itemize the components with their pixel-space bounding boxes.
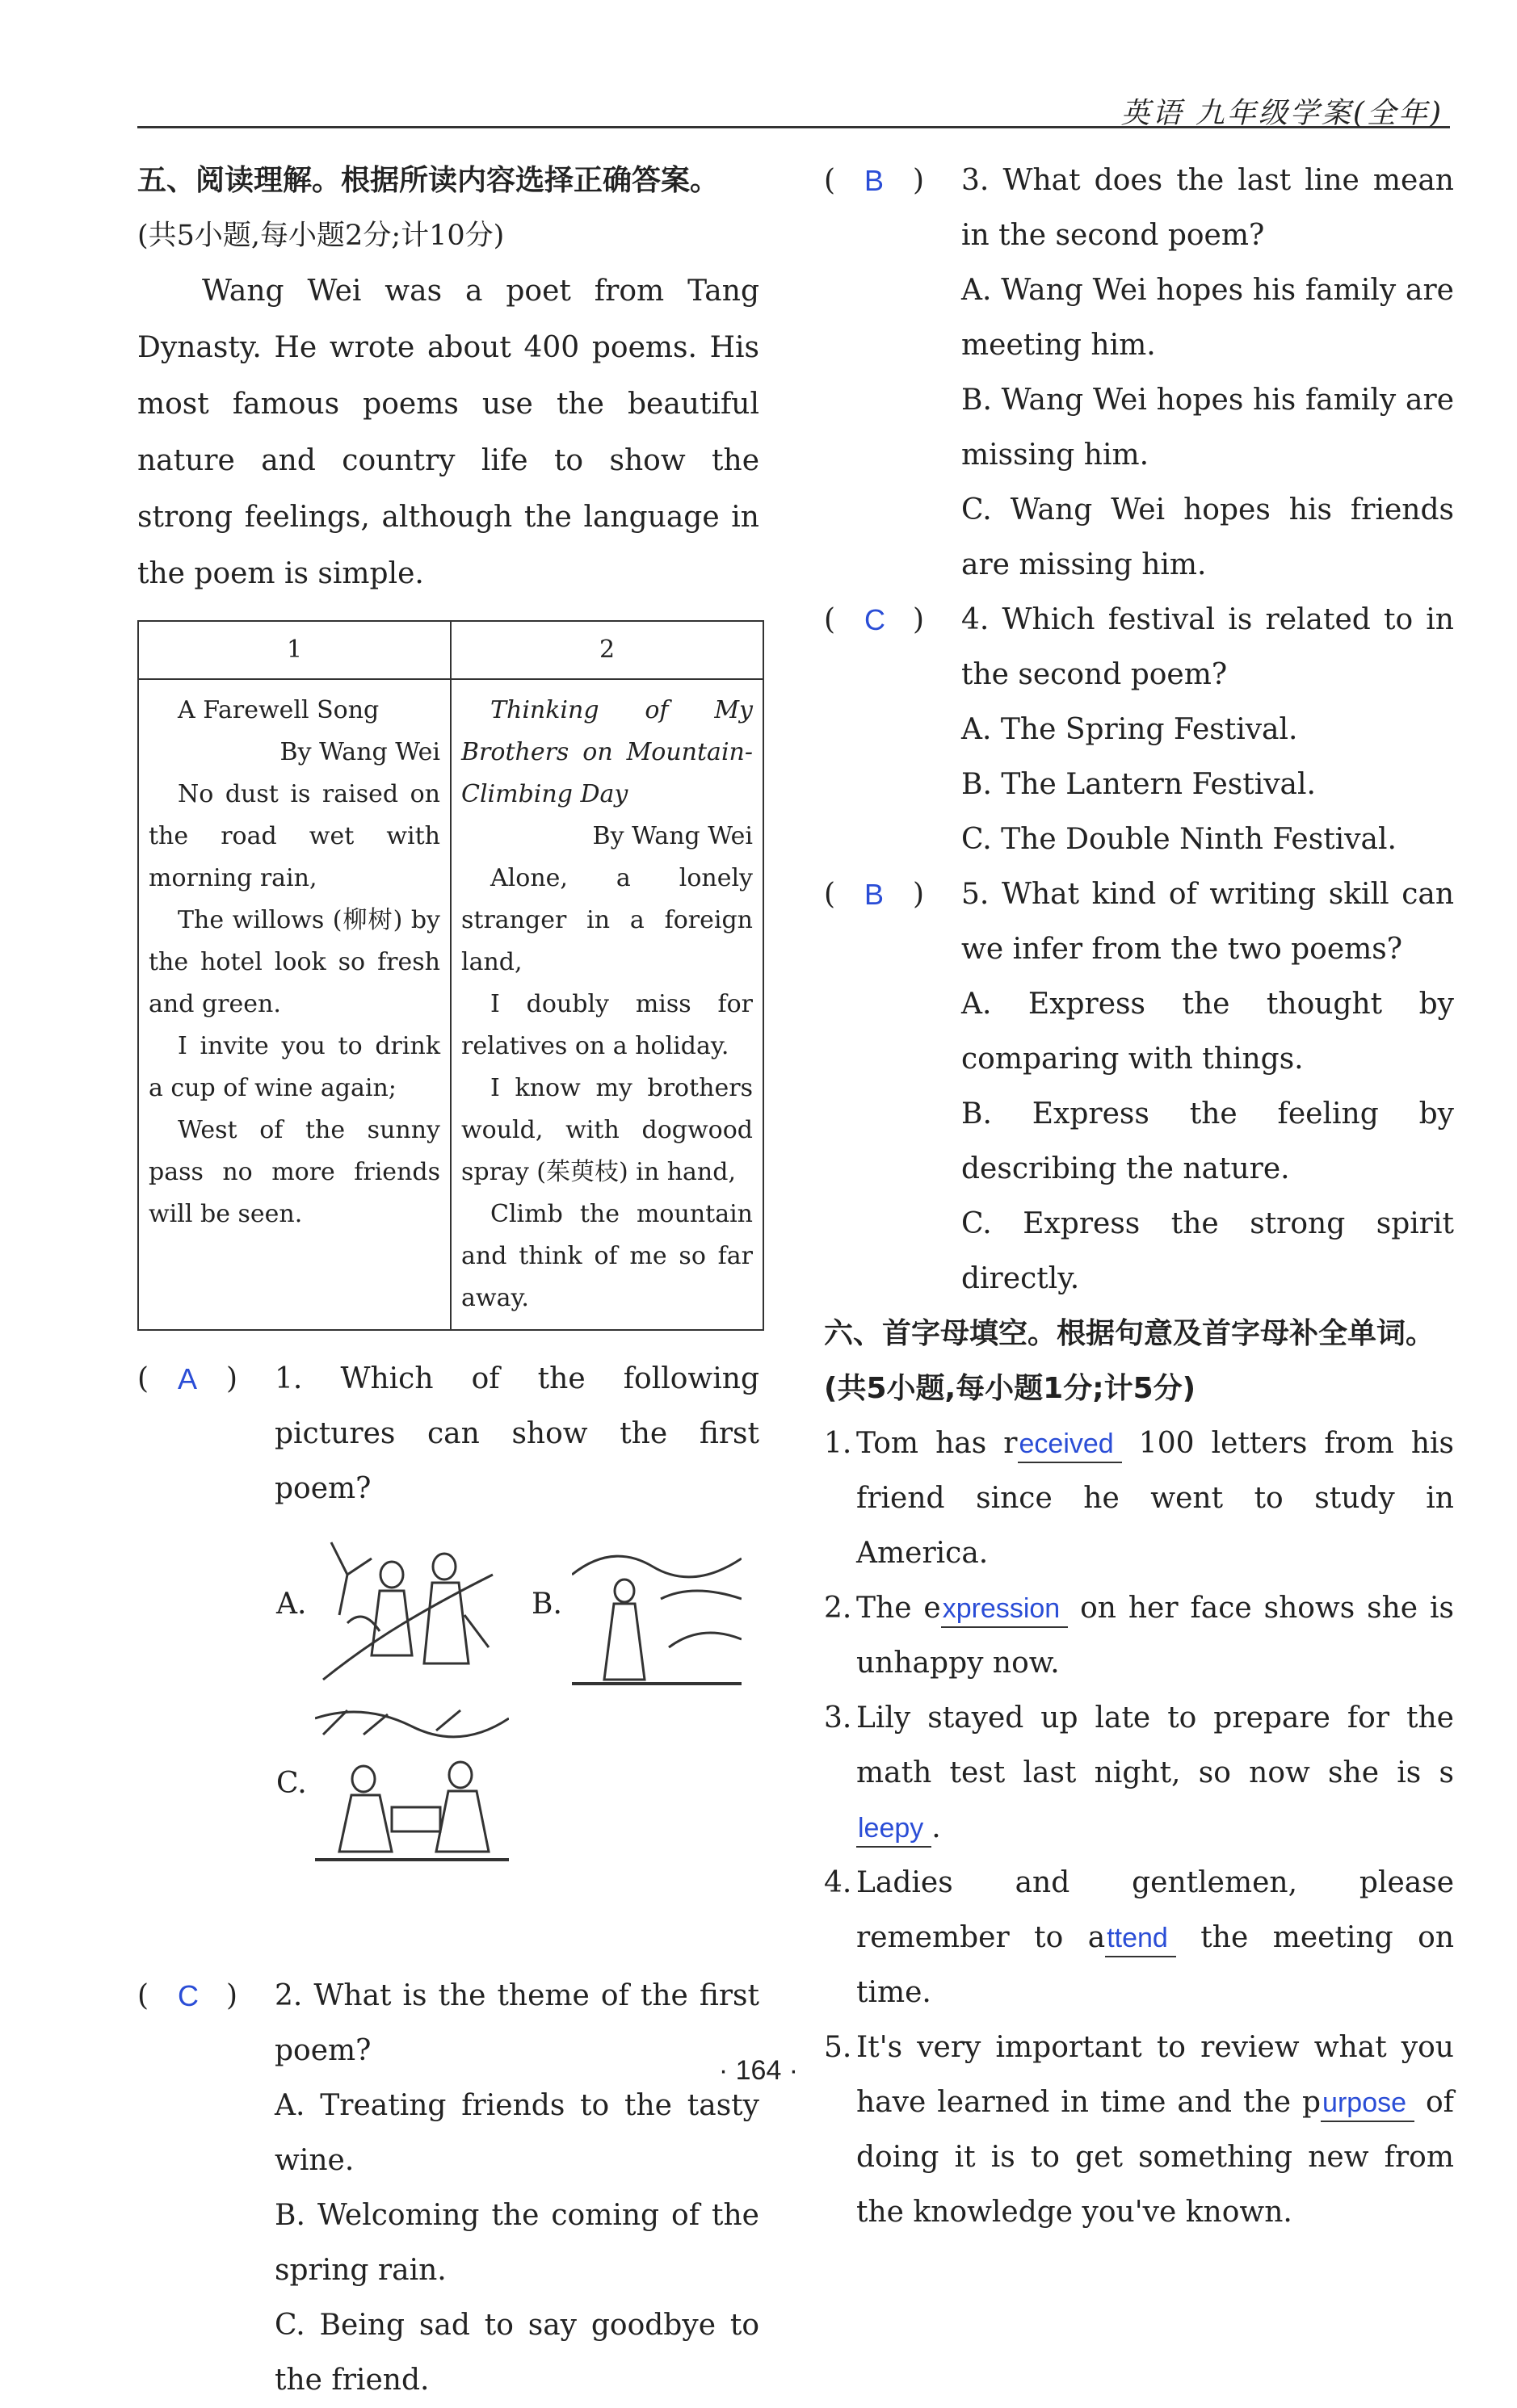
poem2-author: By Wang Wei [592, 822, 753, 850]
option-b: B. Wang Wei hopes his family are missing him. [961, 384, 1454, 472]
item-after: . [931, 1811, 941, 1844]
option-c: C. Being sad to say goodbye to the friend. [275, 2309, 759, 2397]
question-4: ( C ) 4. Which festival is related to in the second poem? [824, 593, 1454, 703]
item-num: 4. [824, 1866, 852, 1899]
fill-item-2 [824, 1581, 1454, 1691]
answer-blank[interactable]: leepy [856, 1810, 931, 1848]
answer-blank[interactable]: ttend [1105, 1920, 1176, 1957]
fill-item-3 [824, 1691, 1454, 1856]
item-before: The e [856, 1592, 941, 1625]
section5-subtitle: (共5小题,每小题2分;计10分) [137, 220, 505, 252]
pic-label-b: B. [532, 1588, 562, 1621]
question-1: ( A ) 1. Which of the following pictures can show the first poem? [137, 1352, 759, 1517]
item-num: 3. [824, 1701, 852, 1735]
option-a: A. The Spring Festival. [961, 713, 1298, 746]
item-after: on her face shows she is unhappy now. [856, 1592, 1454, 1680]
table-header-1: 1 [138, 621, 451, 679]
poem2-title: Thinking of My Brothers on Mountain-Climbing Day [461, 696, 753, 808]
poem1-title: A Farewell Song [178, 696, 380, 724]
item-after: 100 letters from his friend since he went to study in America. [856, 1427, 1454, 1570]
item-num: 1. [824, 1427, 852, 1460]
item-before: Tom has r [856, 1427, 1018, 1460]
landscape-picture-b [572, 1526, 742, 1688]
item-before: Lily stayed up late to prepare for the math test last night, so now she is s [856, 1701, 1454, 1789]
question-2: ( C ) 2. What is the theme of the first poem? [137, 1969, 759, 2079]
section5-title: 五、阅读理解。根据所读内容选择正确答案。 [137, 164, 720, 197]
question-num: 3. [961, 164, 990, 197]
poem2-line: I know my brothers would, with dogwood spray (茱萸枝) in hand, [461, 1074, 753, 1186]
answer-5: B [864, 878, 885, 911]
reading-passage: Wang Wei was a poet from Tang Dynasty. He wrote about 400 poems. His most famous poems use the beautiful nature and country life to show the strong feelings, although the language in the poem is simple. [137, 275, 759, 590]
pic-label-c: C. [276, 1767, 307, 1800]
option-b: B. Express the feeling by describing the nature. [961, 1097, 1454, 1185]
farewell-picture-a [315, 1526, 501, 1688]
fill-item-1 [824, 1416, 1454, 1581]
fill-item-5 [824, 2020, 1454, 2240]
drinking-picture-c [315, 1702, 509, 1864]
answer-blank[interactable]: xpression [941, 1591, 1069, 1628]
question-num: 5. [961, 878, 990, 911]
option-a: A. Treating friends to the tasty wine. [275, 2089, 759, 2177]
option-b: B. The Lantern Festival. [961, 768, 1316, 801]
question-text: What is the theme of the first poem? [275, 1979, 759, 2067]
option-a: A. Express the thought by comparing with things. [961, 988, 1454, 1076]
right-column [824, 153, 1454, 2240]
answer-blank[interactable]: urpose [1321, 2085, 1414, 2122]
poem1-line: I invite you to drink a cup of wine again; [149, 1032, 440, 1102]
question-3: ( B ) 3. What does the last line mean in the second poem? [824, 153, 1454, 263]
option-a: A. Wang Wei hopes his family are meeting him. [961, 274, 1454, 362]
answer-2: C [178, 1979, 199, 2012]
answer-3: B [864, 164, 885, 197]
question-text: What kind of writing skill can we infer from the two poems? [961, 878, 1455, 966]
question-5: ( B ) 5. What kind of writing skill can we infer from the two poems? [824, 867, 1454, 977]
question-text: Which festival is related to in the second poem? [961, 603, 1454, 691]
poem1-cell [138, 679, 451, 1330]
page-number: · 164 · [718, 2055, 799, 2086]
table-header-2: 2 [451, 621, 763, 679]
answer-1: A [178, 1362, 198, 1395]
item-num: 5. [824, 2031, 852, 2064]
option-c: C. Wang Wei hopes his friends are missing him. [961, 493, 1454, 581]
picture-options [137, 1517, 759, 1969]
answer-4: C [864, 603, 885, 636]
header-title: 英语 九年级学案(全年) [1120, 97, 1443, 130]
item-before: It's very important to review what you have learned in time and the p [856, 2031, 1454, 2119]
item-after: the meeting on time. [856, 1921, 1455, 2009]
poem-table [137, 620, 764, 1331]
poem1-line: The willows (柳树) by the hotel look so fresh and green. [149, 906, 440, 1018]
question-text: What does the last line mean in the second poem? [961, 164, 1454, 252]
question-num: 4. [961, 603, 990, 636]
question-num: 1. [275, 1362, 303, 1395]
answer-blank[interactable]: eceived [1018, 1426, 1122, 1463]
poem2-line: Climb the mountain and think of me so far away. [461, 1200, 753, 1312]
poem1-author: By Wang Wei [279, 738, 440, 766]
section6-title: 六、首字母填空。根据句意及首字母补全单词。(共5小题,每小题1分;计5分) [824, 1317, 1435, 1405]
option-c: C. The Double Ninth Festival. [961, 823, 1397, 856]
poem1-line: West of the sunny pass no more friends will be seen. [149, 1116, 440, 1228]
fill-item-4 [824, 1856, 1454, 2020]
poem2-cell [451, 679, 763, 1330]
page-header [137, 87, 1450, 128]
question-text: Which of the following pictures can show the first poem? [275, 1362, 759, 1505]
item-num: 2. [824, 1592, 852, 1625]
poem1-line: No dust is raised on the road wet with morning rain, [149, 780, 440, 892]
item-before: Ladies and gentlemen, please remember to a [856, 1866, 1454, 1954]
poem2-line: I doubly miss for relatives on a holiday. [461, 990, 753, 1060]
option-b: B. Welcoming the coming of the spring rain. [275, 2199, 759, 2287]
option-c: C. Express the strong spirit directly. [961, 1207, 1454, 1295]
poem2-line: Alone, a lonely stranger in a foreign land, [461, 864, 753, 976]
question-num: 2. [275, 1979, 303, 2012]
pic-label-a: A. [276, 1588, 307, 1621]
item-after: of doing it is to get something new from the knowledge you've known. [856, 2086, 1454, 2229]
